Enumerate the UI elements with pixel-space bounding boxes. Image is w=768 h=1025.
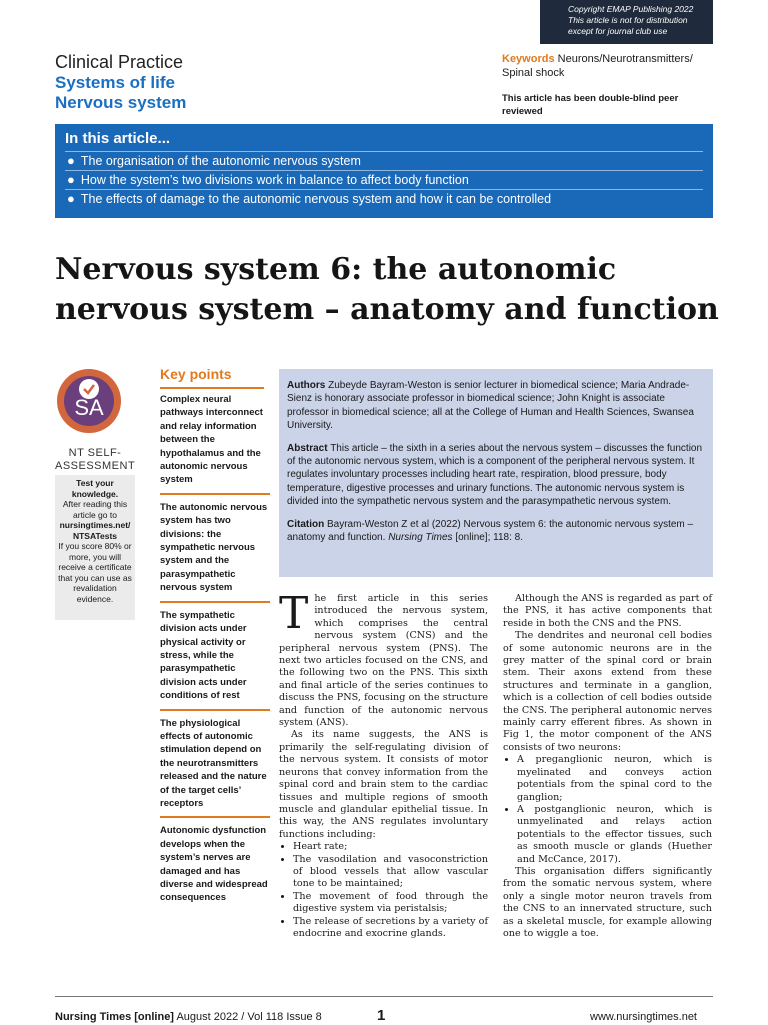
peer-review-note: This article has been double-blind peer reviewed — [502, 93, 679, 117]
list-item: • A preganglionic neuron, which is myelinated and conveys action potentials from the spinal cord to the ganglion; — [517, 754, 712, 804]
key-points-heading: Key points — [160, 364, 264, 389]
in-this-article-item-text: How the system’s two divisions work in balance to affect body function — [80, 173, 469, 187]
test-knowledge-box — [55, 475, 135, 620]
bullet-list — [503, 754, 712, 866]
in-this-article-item — [65, 171, 703, 190]
section-systems-of-life: Systems of life — [55, 73, 175, 92]
abstract-label: Abstract — [287, 442, 328, 454]
footer-issue: August 2022 / Vol 118 Issue 8 — [176, 1011, 322, 1023]
self-assessment-label: NT SELF-ASSESSMENT — [55, 447, 136, 472]
copyright-line: This article is not for distribution — [568, 15, 688, 25]
citation-label: Citation — [287, 518, 325, 530]
test-text: After reading this article go to — [62, 499, 128, 520]
body-paragraph: The dendrites and neuronal cell bodies of some autonomic neurons are in the grey matter of the spinal cord or brain stem. Their axons extend from these structures and terminate in a ganglion, which is a collection of cell bodies outside the CNS. The peripheral autonomic nerves mainly carry efferent fibres. As shown in Fig 1, the motor component of the ANS consists of two neurons: — [503, 630, 712, 753]
drop-cap: T — [279, 588, 309, 639]
authors-text: Zubeyde Bayram-Weston is senior lecturer in biomedical science; Maria Andrade-Sienz is honorary associate professor in biomedical science; John Knight is associate professor in biomedical science; all at the College of Human and Health Sciences, Swansea University. — [287, 380, 694, 432]
citation-paragraph — [287, 518, 705, 545]
list-item: • A postganglionic neuron, which is unmyelinated and relays action potentials to the effector tissues, such as smooth muscle or glands (Huether and McCance, 2017). — [517, 804, 712, 866]
keywords-label: Keywords — [502, 53, 555, 65]
abstract-paragraph — [287, 442, 705, 509]
key-point: The autonomic nervous system has two divisions: the sympathetic nervous system and the parasympathetic nervous system — [160, 501, 270, 603]
bullet-list — [279, 841, 488, 940]
in-this-article-item — [65, 152, 703, 171]
authors-paragraph — [287, 379, 705, 433]
body-column-1 — [279, 588, 488, 940]
section-nervous-system: Nervous system — [55, 93, 187, 112]
footer-divider — [55, 996, 713, 997]
citation-end: [online]; 118: 8. — [455, 532, 523, 544]
abstract-box — [279, 369, 713, 577]
bullet-icon: ● — [67, 172, 75, 187]
section-clinical-practice: Clinical Practice — [55, 52, 184, 72]
copyright-line: except for journal club use — [568, 26, 668, 36]
key-point: Autonomic dysfunction develops when the system’s nerves are damaged and has diverse and widespread consequences — [160, 825, 268, 904]
list-item: • The release of secretions by a variety of endocrine and exocrine glands. — [293, 916, 488, 941]
article-title: Nervous system 6: the autonomic nervous system – anatomy and function — [55, 252, 719, 327]
section-header — [55, 52, 186, 113]
copyright-notice — [540, 0, 713, 44]
test-heading: Test your knowledge. — [71, 478, 119, 499]
page-number: 1 — [377, 1007, 386, 1024]
key-point: Complex neural pathways interconnect and relay information between the hypothalamus and the autonomic nervous system — [160, 393, 270, 495]
keywords-value: Neurons/Neurotransmitters/ Spinal shock — [502, 53, 693, 79]
list-item: • The vasodilation and vasoconstriction of blood vessels that allow vascular tone to be maintained; — [293, 854, 488, 891]
body-text: he first article in this series introduced the nervous system, which comprises the central nervous system (CNS) and the peripheral nervous system (PNS). The next two articles focused on the CNS, and the following two on the PNS. This sixth and final article of the series continues to discuss the PNS, focusing on the structure and function of the autonomic nervous system (ANS). — [279, 593, 488, 729]
test-text: If you score 80% or more, you will receive a certificate that you can use as revalidation evidence. — [58, 541, 132, 604]
in-this-article-item-text: The effects of damage to the autonomic nervous system and how it can be controlled — [80, 192, 552, 206]
footer-journal: Nursing Times [online] — [55, 1011, 174, 1023]
badge-text: SA — [74, 395, 104, 420]
bullet-icon: ● — [67, 191, 75, 206]
body-paragraph: Although the ANS is regarded as part of the PNS, it has active components that reside in both the CNS and the PNS. — [503, 593, 712, 629]
citation-text: Bayram-Weston Z et al (2022) Nervous system 6: the autonomic nervous system – anatomy and function. — [287, 518, 694, 544]
badge-inner — [64, 376, 114, 426]
citation-journal: Nursing Times — [388, 532, 453, 544]
key-points-list — [160, 393, 270, 917]
footer-journal-info — [55, 1010, 322, 1024]
body-column-2 — [503, 593, 712, 940]
in-this-article-title: In this article... — [65, 129, 703, 152]
self-assessment-badge — [57, 369, 121, 433]
authors-label: Authors — [287, 380, 326, 391]
body-paragraph: This organisation differs significantly from the somatic nervous system, where only a single motor neuron travels from the CNS to an innervated structure, such as a skeletal muscle, for example allowing one to wiggle a toe. — [503, 865, 712, 939]
in-this-article-box — [55, 124, 713, 218]
test-link[interactable]: nursingtimes.net/ NTSATests — [59, 520, 131, 541]
keywords — [502, 52, 717, 80]
list-item: • The movement of food through the digestive system via peristalsis; — [293, 891, 488, 916]
in-this-article-item — [65, 190, 703, 208]
body-paragraph — [279, 588, 488, 729]
abstract-text: This article – the sixth in a series about the nervous system – discusses the function of the autonomic nervous system, which is a component of the peripheral nervous system. It regulates involuntary processes including heart rate, respiration, blood pressure, body temperature, digestive processes and urinary functions. The autonomic nervous system is divided into the sympathetic nervous system and the parasympathetic nervous system. — [287, 442, 703, 508]
copyright-line: Copyright EMAP Publishing 2022 — [568, 4, 694, 14]
key-point: The physiological effects of autonomic stimulation depend on the neurotransmitters released and the nature of the target cells’ receptors — [160, 717, 270, 819]
bullet-icon: ● — [67, 153, 75, 168]
in-this-article-item-text: The organisation of the autonomic nervous system — [80, 154, 361, 168]
key-point: The sympathetic division acts under physical activity or stress, while the parasympathetic division acts under conditions of rest — [160, 609, 270, 711]
footer-url[interactable]: www.nursingtimes.net — [590, 1011, 697, 1023]
list-item: • Heart rate; — [293, 841, 488, 853]
body-paragraph: As its name suggests, the ANS is primarily the self-regulating division of the nervous system. It consists of motor neurons that convey information from the spinal cord and brain stem to the cardiac tissues and multiple regions of smooth muscle and glandular epithelial tissue. In this way, the ANS regulates involuntary functions including: — [279, 729, 488, 840]
